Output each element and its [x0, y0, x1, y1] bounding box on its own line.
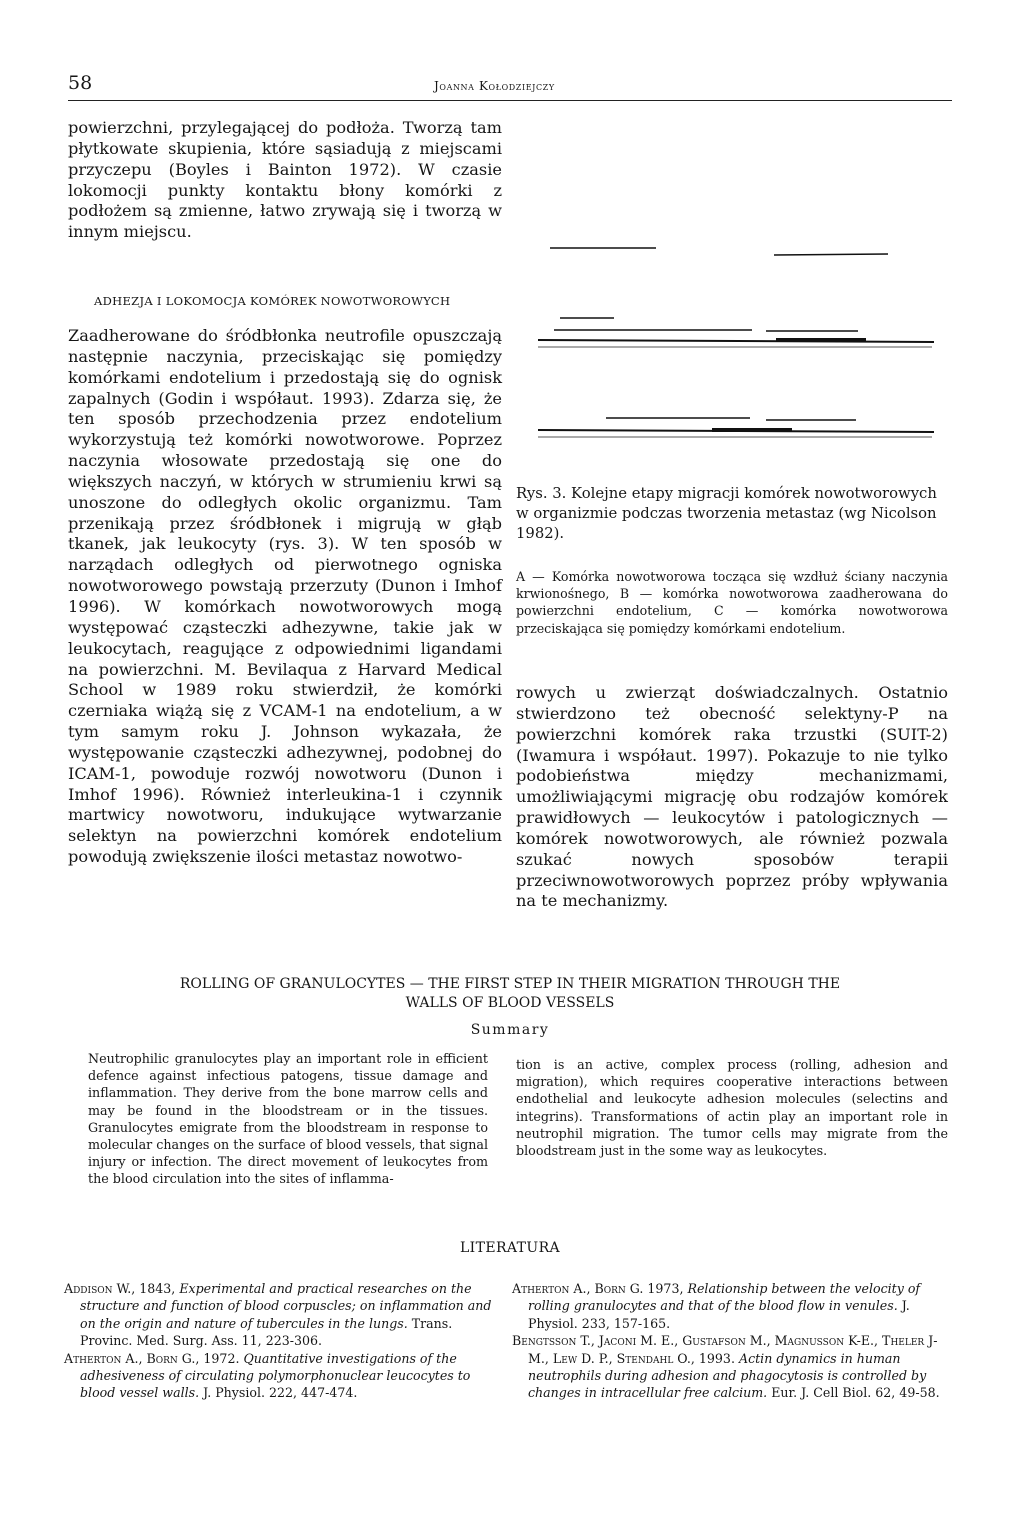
- reference-authors: Atherton A., Born G., 1972.: [64, 1350, 240, 1366]
- figure-caption-title: Rys. 3. Kolejne etapy migracji komórek nowotworowych w organizmie podczas tworzenia metastaz (wg Nicolson 1982).: [516, 485, 937, 542]
- reference-title: Relationship between the velocity of rolling granulocytes and that of the blood flow in venules.: [528, 1281, 921, 1314]
- reference-source: J. Physiol. 233, 157-165.: [528, 1298, 910, 1331]
- reference-title: Experimental and practical researches on the structure and function of blood corpuscles; on inflammation and on the origin and nature of tubercules in the lungs.: [80, 1281, 492, 1331]
- reference-authors: Addison W., 1843,: [64, 1281, 176, 1296]
- summary-heading: Summary: [470, 1022, 550, 1038]
- running-head-author: Joanna Kołodziejczy: [434, 79, 555, 93]
- reference-entry: [64, 1280, 494, 1350]
- summary-title-line-1: ROLLING OF GRANULOCYTES — THE FIRST STEP IN THEIR MIGRATION THROUGH THE: [179, 976, 841, 992]
- figure-caption-description: A — Komórka nowotworowa tocząca się wzdłuż ściany naczynia krwionośnego, B — komórka nowotworowa zaadherowana do powierzchni endotelium, C — komórka nowotworowa przeciskająca się pomiędzy komórkami endotelium.: [516, 569, 948, 636]
- intro-paragraph: [68, 118, 502, 243]
- reference-entry: [512, 1280, 948, 1332]
- reference-source: Trans. Provinc. Med. Surg. Ass. 11, 223-306.: [80, 1315, 453, 1349]
- header-rule: [68, 100, 952, 101]
- body-paragraph: [68, 326, 502, 868]
- literature-heading: LITERATURA: [459, 1240, 561, 1256]
- reference-authors: Atherton A., Born G. 1973,: [512, 1281, 684, 1296]
- continuation-paragraph: [516, 683, 948, 912]
- continuation-paragraph-text: rowych u zwierząt doświadczalnych. Ostatnio stwierdzono też obecność selektyny-P na powierzchni komórek raka trzustki (SUIT-2) (Iwamura i współaut. 1997). Pokazuje to nie tylko podobieństwa między mechanizmami, umożliwiającymi migrację obu rodzajów komórek prawidłowych — leukocytów i patologicznych — komórek nowotworowych, ale również pozwala szukać nowych sposobów terapii przeciwnowotworowych poprzez próby wpływania na te mechanizmy.: [516, 683, 948, 911]
- section-title: ADHEZJA I LOKOMOCJA KOMÓREK NOWOTWOROWYCH: [94, 294, 451, 308]
- reference-authors: Bengtsson T., Jaconi M. E., Gustafson M., Magnusson K-E., Theler J-M., Lew D. P., Stendahl O., 1993.: [512, 1333, 938, 1366]
- references-right-column: [512, 1280, 948, 1402]
- summary-right-column: tion is an active, complex process (rolling, adhesion and migration), which requires cooperative interactions between endothelial and leukocyte adhesion molecules (selectins and integrins). Transformations of actin play an important role in neutrophil migration. The tumor cells may migrate from the bloodstream just in the some way as leukocytes.: [516, 1057, 948, 1159]
- references-left-column: [64, 1280, 494, 1402]
- summary-title-line-2: WALLS OF BLOOD VESSELS: [405, 995, 615, 1011]
- reference-title: Actin dynamics in human neutrophils during adhesion and phagocytosis is controlled by changes in intracellular free calcium.: [528, 1350, 927, 1401]
- page-number: 58: [68, 72, 93, 94]
- reference-entry: [512, 1332, 948, 1402]
- intro-paragraph-text: powierzchni, przylegającej do podłoża. Tworzą tam płytkowate skupienia, które sąsiadują z miejscami przyczepu (Boyles i Bainton 1972). W czasie lokomocji punkty kontaktu błony komórki z podłożem są zmienne, łatwo zrywają się i tworzą w innym miejscu.: [68, 118, 502, 242]
- summary-title: [68, 975, 952, 1013]
- reference-entry: [64, 1350, 494, 1402]
- summary-left-column: Neutrophilic granulocytes play an important role in efficient defence against infectious patogens, tissue damage and inflammation. They derive from the bone marrow cells and may be found in the bloodstream or in the tissues. Granulocytes emigrate from the bloodstream in response to molecular changes on the surface of blood vessels, that signal injury or infection. The direct movement of leukocytes from the blood circulation into the sites of inflamma-: [88, 1051, 488, 1187]
- reference-title: Quantitative investigations of the adhesiveness of circulating polymorphonuclear leucocytes to blood vessel walls.: [80, 1350, 471, 1401]
- figure-illustration: [516, 300, 948, 470]
- body-paragraph-text: Zaadherowane do śródbłonka neutrofile opuszczają następnie naczynia, przeciskając się pomiędzy komórkami endotelium i przedostają się do ognisk zapalnych (Godin i współaut. 1993). Zdarza się, że ten sposób przechodzenia przez endotelium wykorzystują też komórki nowotworowe. Poprzez naczynia włosowate przedostają się one do większych naczyń, w których w strumieniu krwi są unoszone do odległych okolic organizmu. Tam przenikają przez śródbłonek i migrują w głąb tkanek, jak leukocyty (rys. 3). W ten sposób w narządach odległych od pierwotnego ogniska nowotworowego powstają przerzuty (Dunon i Imhof 1996). W komórkach nowotworowych mogą występować cząsteczki adhezywne, takie jak w leukocytach, reagujące z odpowiednimi ligandami na powierzchni. M. Bevilaqua z Harvard Medical School w 1989 roku stwierdził, że komórki czerniaka wiążą się z VCAM-1 na endotelium, a w tym samym roku J. Johnson wykazała, że występowanie cząsteczki adhezywnej, podobnej do ICAM-1, powoduje rozwój nowotworu (Dunon i Imhof 1996). Również interleukina-1 i czynnik martwicy nowotworu, indukujące wytwarzanie selektyn na powierzchni komórek endotelium powodują zwiększenie ilości metastaz nowotwo-: [68, 326, 502, 867]
- reference-source: Eur. J. Cell Biol. 62, 49-58.: [771, 1385, 940, 1401]
- figure-top-lines: [548, 240, 898, 270]
- reference-source: J. Physiol. 222, 447-474.: [203, 1385, 358, 1401]
